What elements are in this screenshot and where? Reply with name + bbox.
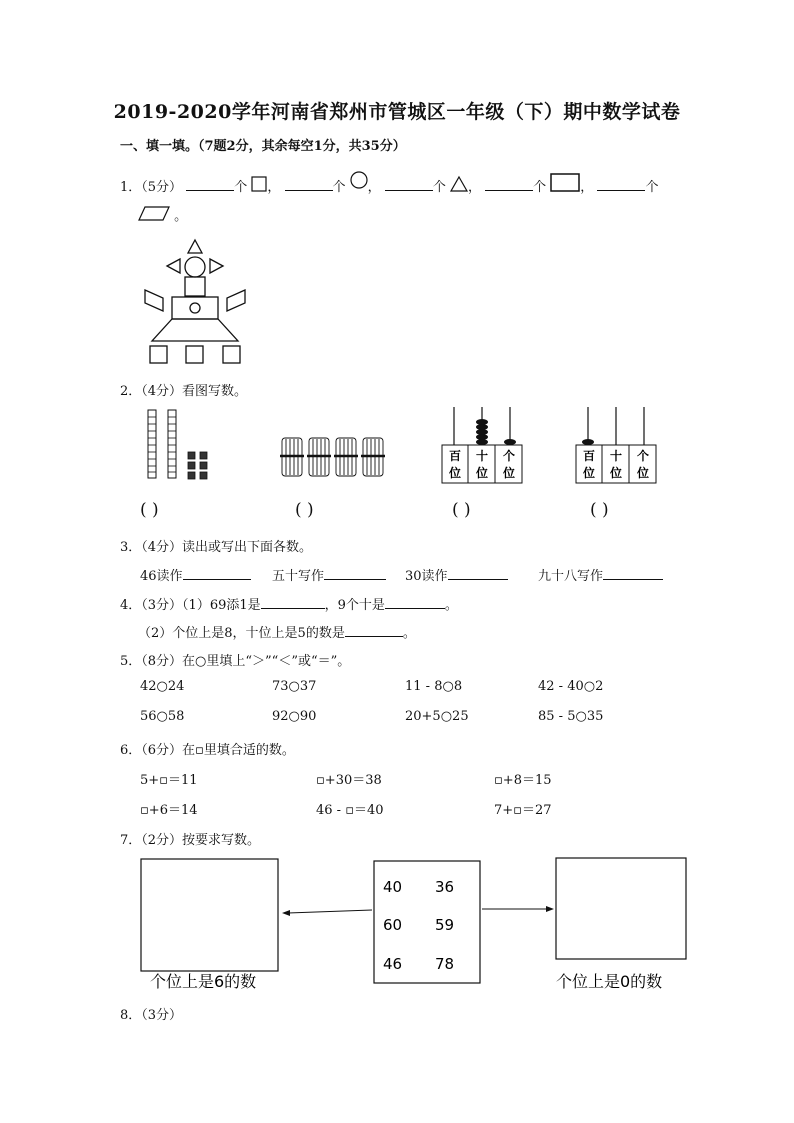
robot-right-arm-parallelogram (227, 290, 245, 311)
abacus-1-hundreds-label: 百 (448, 449, 462, 463)
rectangle-shape-icon (550, 173, 580, 193)
q7-number: 59 (435, 916, 455, 934)
q6-item[interactable]: ▫+8＝15 (494, 773, 552, 788)
q1-blank-parallelogram[interactable] (597, 176, 645, 191)
q4-blank-2[interactable] (385, 594, 445, 609)
abacus-1-ones-label: 个 (502, 449, 516, 463)
q5-item[interactable]: 11 - 8○8 (405, 679, 463, 694)
svg-text:位: 位 (448, 466, 462, 480)
q4-blank-1[interactable] (261, 594, 325, 609)
shape-robot-figure (140, 238, 252, 366)
question-1 (120, 173, 658, 195)
stick-bundles-picture (280, 436, 392, 480)
robot-base-trapezoid (152, 319, 238, 341)
q3-item-3: 30读作 (405, 565, 508, 584)
q3-item-2: 五十写作 (272, 565, 386, 584)
triangle-shape-icon (450, 176, 468, 192)
q5-item[interactable]: 73○37 (272, 679, 317, 694)
robot-body-rectangle (172, 297, 218, 319)
q3-blank-4[interactable] (603, 565, 663, 580)
q5-item[interactable]: 42○24 (140, 679, 185, 694)
question-4-part-2: （2）个位上是8，十位上是5的数是 。 (138, 622, 416, 641)
robot-foot-square-left (150, 346, 167, 363)
q1-unit: 个 (332, 180, 346, 195)
q7-number: 46 (383, 955, 403, 973)
abacus-2-ones-label: 个 (636, 449, 650, 463)
q6-item[interactable]: 46 - ▫＝40 (316, 803, 384, 818)
q1-unit: 个 (432, 180, 446, 195)
robot-neck-square (185, 277, 205, 296)
circle-shape-icon (350, 173, 368, 191)
q6-item[interactable]: 7+▫＝27 (494, 803, 552, 818)
robot-left-arm-parallelogram (145, 290, 163, 311)
robot-left-ear-triangle (167, 259, 180, 273)
q7-number: 36 (435, 878, 455, 896)
q2-answer-paren-1[interactable]: ( ) (140, 500, 159, 520)
q1-blank-triangle[interactable] (385, 176, 433, 191)
q1-sep: ， (467, 180, 481, 195)
section-heading: 一、填一填。（7题2分，其余每空1分，共35分） (120, 139, 406, 154)
robot-foot-square-middle (186, 346, 203, 363)
q3-item-4: 九十八写作 (538, 565, 663, 584)
q1-end: 。 (174, 209, 188, 224)
svg-text:位: 位 (609, 466, 623, 480)
abacus-1 (440, 405, 524, 485)
q5-item[interactable]: 56○58 (140, 709, 185, 724)
robot-body-circle (190, 303, 200, 313)
q1-unit: 个 (234, 180, 248, 195)
question-8: 8．（3分） (120, 1008, 183, 1023)
question-4: 4．（3分）（1）69添1是 ，9个十是 。 (120, 594, 458, 613)
tens-rods-and-units-picture (140, 408, 220, 483)
arrow-right-icon (546, 906, 554, 912)
robot-head-circle (185, 257, 205, 277)
q6-item[interactable]: ▫+6＝14 (140, 803, 198, 818)
q1-prefix: 1．（5分） (120, 180, 183, 195)
svg-text:位: 位 (502, 466, 516, 480)
q7-number: 78 (435, 955, 455, 973)
question-2: 2．（4分）看图写数。 (120, 384, 248, 399)
q7-right-caption: 个位上是0的数 (556, 972, 663, 991)
q2-answer-paren-3[interactable]: ( ) (452, 500, 471, 520)
q1-sep: ， (580, 180, 594, 195)
square-shape-icon (251, 176, 267, 192)
q1-blank-circle[interactable] (285, 176, 333, 191)
q2-answer-paren-2[interactable]: ( ) (295, 500, 314, 520)
page-title: 2019-2020学年河南省郑州市管城区一年级（下）期中数学试卷 (113, 101, 681, 123)
q1-line2 (138, 205, 187, 224)
abacus-1-tens-label: 十 (475, 449, 489, 463)
q1-sep: ， (367, 180, 381, 195)
q7-number: 40 (383, 878, 403, 896)
q1-blank-rectangle[interactable] (485, 176, 533, 191)
q6-item[interactable]: 5+▫＝11 (140, 773, 198, 788)
q3-blank-1[interactable] (183, 565, 251, 580)
q1-unit: 个 (533, 180, 547, 195)
q7-left-answer-box (141, 859, 278, 971)
svg-text:位: 位 (582, 466, 596, 480)
svg-text:位: 位 (475, 466, 489, 480)
abacus-2-hundreds-label: 百 (582, 449, 596, 463)
q3-item-1: 46读作 (140, 565, 251, 584)
q7-sorting-diagram (138, 855, 694, 995)
arrow-left-icon (282, 910, 290, 916)
q2-answer-paren-4[interactable]: ( ) (590, 500, 609, 520)
abacus-2-tens-label: 十 (609, 449, 623, 463)
q3-blank-2[interactable] (324, 565, 386, 580)
abacus-2 (574, 405, 658, 485)
q4-blank-3[interactable] (345, 622, 403, 637)
question-6: 6．（6分）在▫里填合适的数。 (120, 743, 295, 758)
q7-left-caption: 个位上是6的数 (150, 972, 257, 991)
parallelogram-shape-icon (138, 206, 170, 222)
q5-item[interactable]: 42 - 40○2 (538, 679, 604, 694)
question-3: 3．（4分）读出或写出下面各数。 (120, 540, 313, 555)
q7-right-answer-box (556, 858, 686, 959)
q7-number: 60 (383, 916, 403, 934)
question-7: 7．（2分）按要求写数。 (120, 833, 261, 848)
q5-item[interactable]: 20+5○25 (405, 709, 469, 724)
q3-blank-3[interactable] (448, 565, 508, 580)
robot-foot-square-right (223, 346, 240, 363)
svg-text:位: 位 (636, 466, 650, 480)
q6-item[interactable]: ▫+30＝38 (316, 773, 382, 788)
q1-blank-square[interactable] (186, 176, 234, 191)
question-5: 5．（8分）在○里填上“＞”“＜”或“＝”。 (120, 654, 351, 669)
q5-item[interactable]: 85 - 5○35 (538, 709, 604, 724)
q1-unit: 个 (645, 180, 659, 195)
robot-hat-triangle (188, 240, 202, 253)
q5-item[interactable]: 92○90 (272, 709, 317, 724)
q1-sep: ， (267, 180, 281, 195)
robot-right-ear-triangle (210, 259, 223, 273)
